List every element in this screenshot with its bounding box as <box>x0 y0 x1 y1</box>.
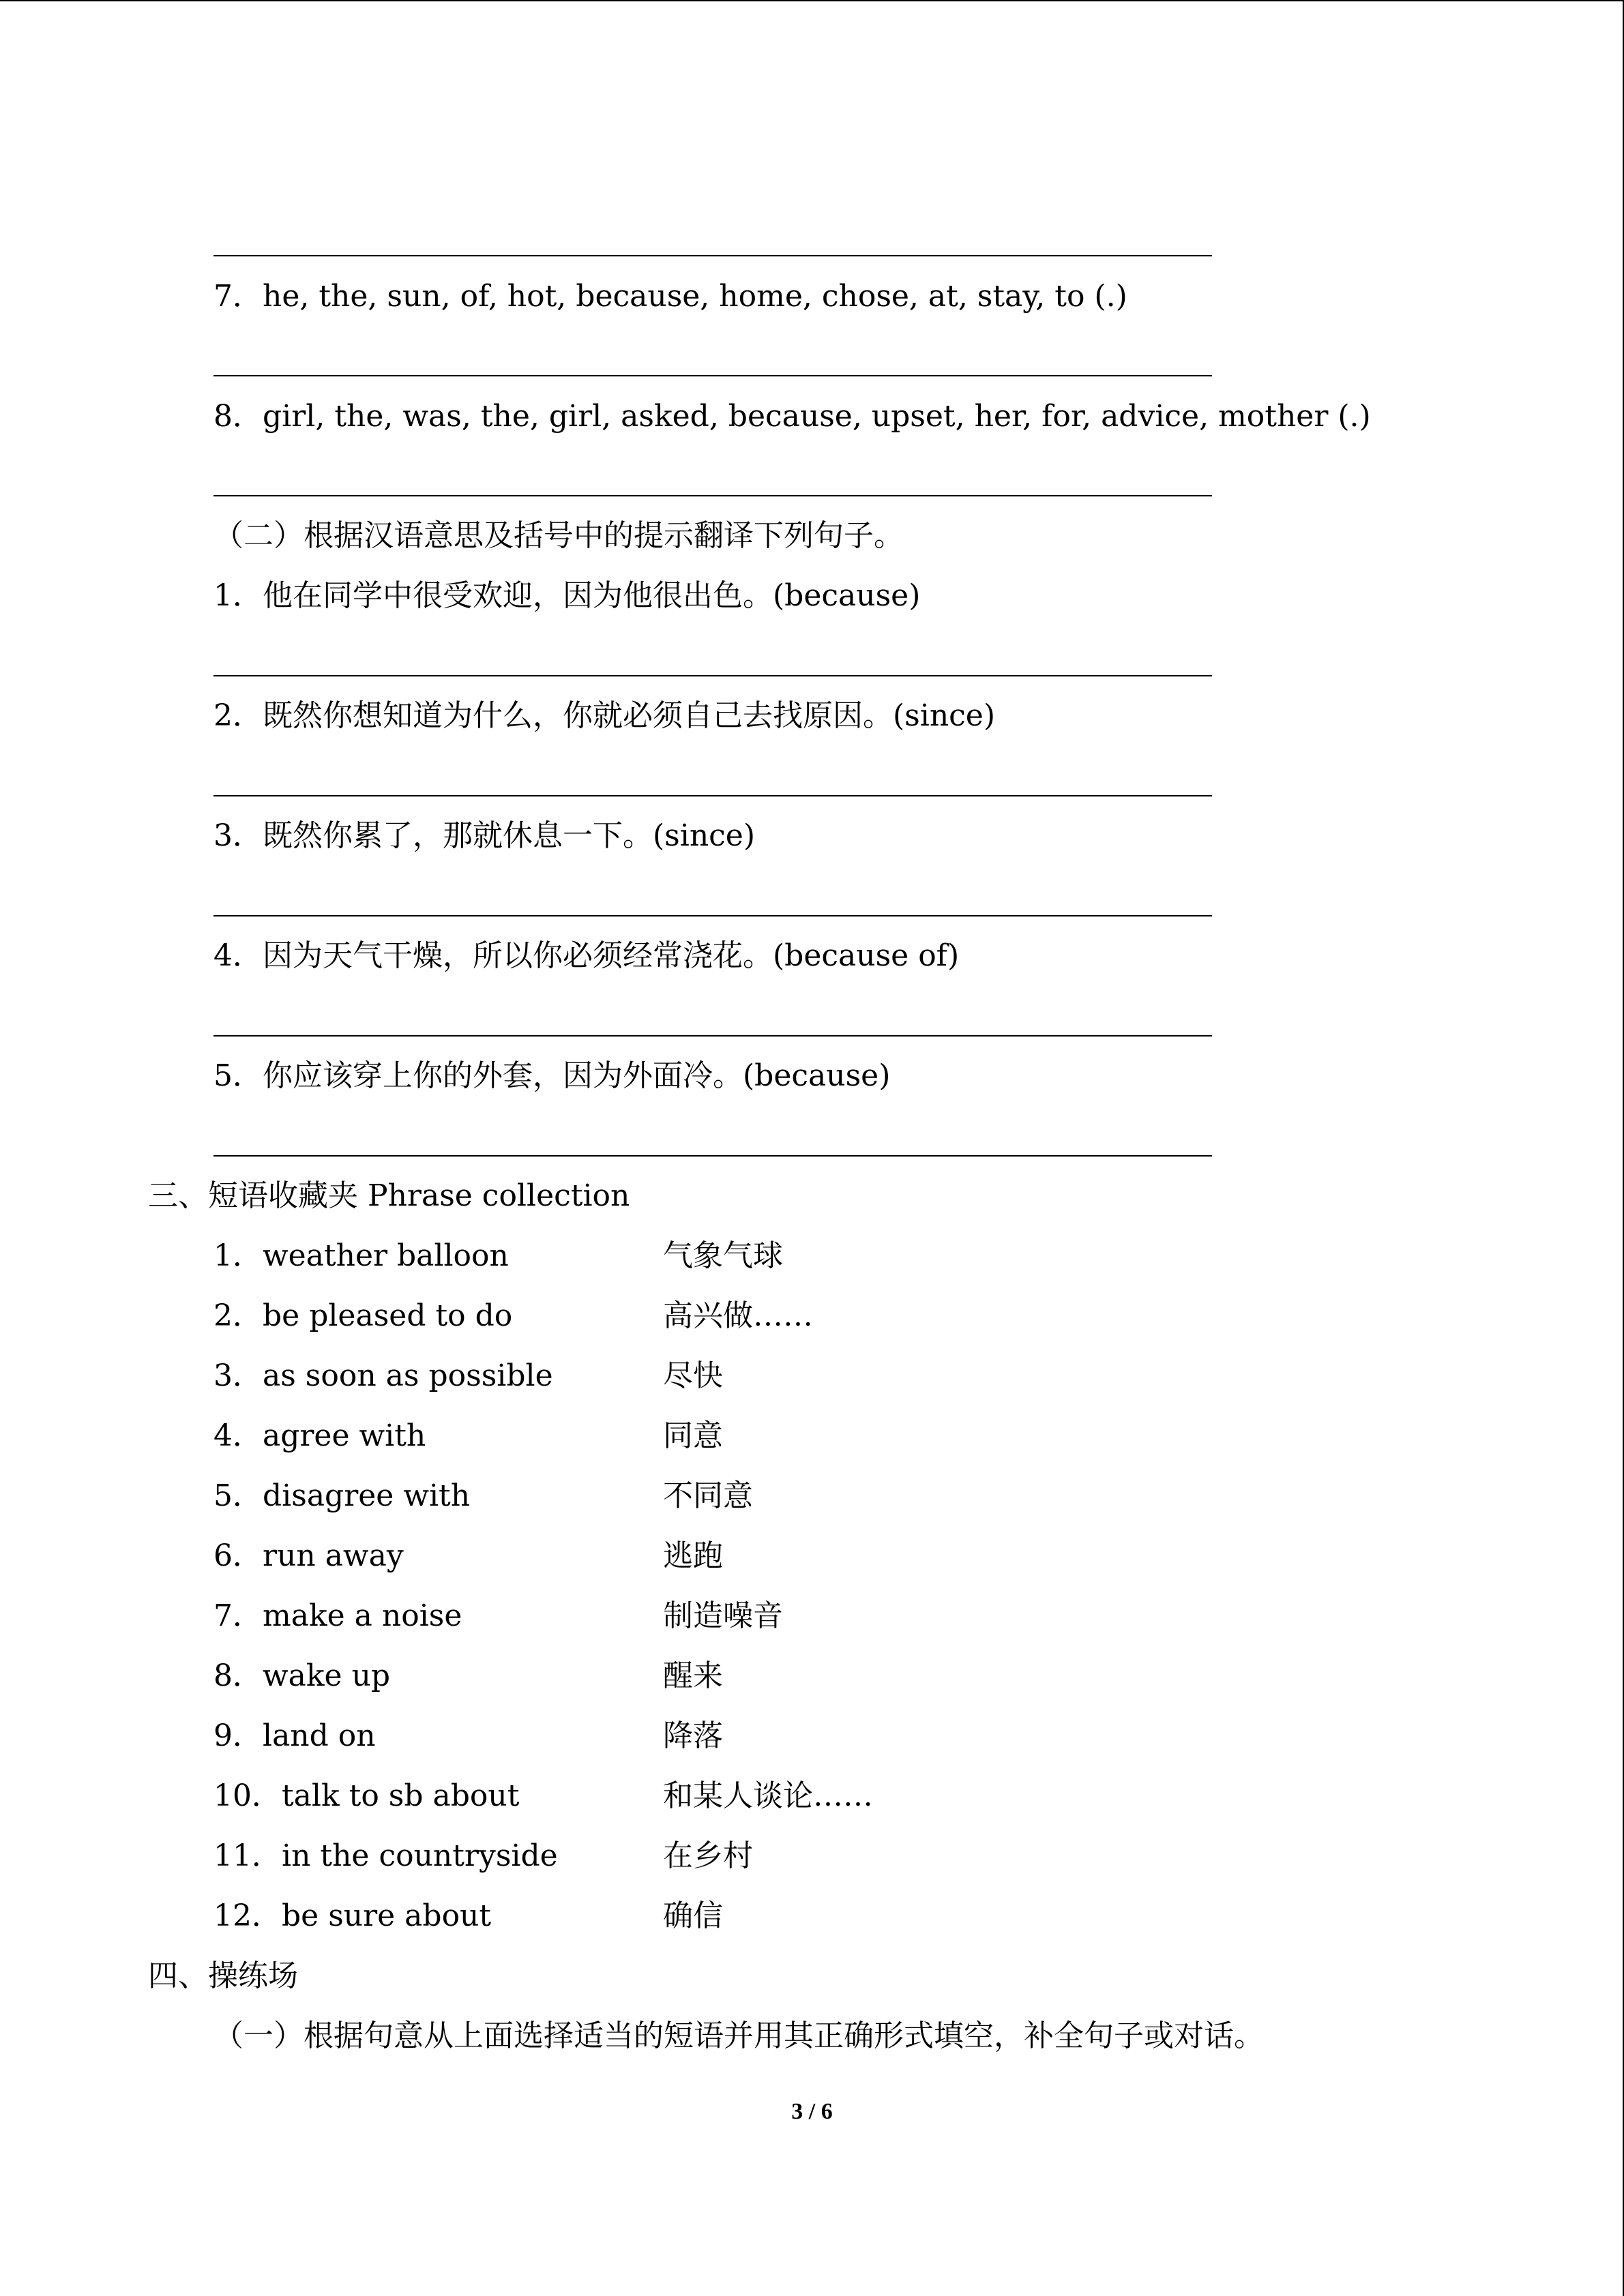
phrase-english: make a noise <box>263 1598 462 1633</box>
phrase-chinese: 确信 <box>663 1898 723 1933</box>
translate-item <box>213 816 755 856</box>
translate-item <box>213 576 920 616</box>
page-number: 3 / 6 <box>791 2099 833 2124</box>
phrase-item <box>213 1656 390 1697</box>
phrase-number: 6． <box>213 1538 263 1573</box>
phrase-chinese: 尽快 <box>663 1358 723 1393</box>
answer-line[interactable] <box>213 795 1212 796</box>
item-number: 1． <box>213 578 263 613</box>
phrase-english: weather balloon <box>263 1238 509 1273</box>
phrase-item <box>213 1776 519 1817</box>
item-text: he, the, sun, of, hot, because, home, chose, at, stay, to (.) <box>263 279 1127 314</box>
answer-line[interactable] <box>213 495 1212 496</box>
phrase-chinese: 气象气球 <box>663 1238 783 1273</box>
phrase-number: 2． <box>213 1298 263 1333</box>
answer-line[interactable] <box>213 675 1212 676</box>
answer-line[interactable] <box>213 375 1212 376</box>
translate-item <box>213 1056 890 1097</box>
phrase-number: 4． <box>213 1418 263 1453</box>
item-text: 因为天气干燥，所以你必须经常浇花。(because of) <box>263 938 960 973</box>
phrase-number: 11． <box>213 1838 282 1873</box>
section-heading-practice: 四、操练场 <box>148 1958 298 1993</box>
phrase-item <box>213 1836 558 1877</box>
phrase-english: be pleased to do <box>263 1298 513 1333</box>
phrase-english: in the countryside <box>282 1838 558 1873</box>
answer-line[interactable] <box>213 915 1212 916</box>
phrase-number: 1． <box>213 1238 263 1273</box>
item-number: 4． <box>213 938 263 973</box>
page-border-top <box>0 0 1624 1</box>
phrase-number: 8． <box>213 1658 263 1693</box>
phrase-english: talk to sb about <box>282 1778 520 1813</box>
translate-item <box>213 696 995 736</box>
answer-line[interactable] <box>213 255 1212 256</box>
phrase-item <box>213 1896 491 1937</box>
item-number: 2． <box>213 698 263 733</box>
phrase-english: as soon as possible <box>263 1358 553 1393</box>
phrase-english: be sure about <box>282 1898 492 1933</box>
phrase-english: agree with <box>263 1418 426 1453</box>
phrase-item <box>213 1476 470 1517</box>
phrase-number: 10． <box>213 1778 282 1813</box>
phrase-chinese: 高兴做…… <box>663 1298 813 1333</box>
translate-item <box>213 936 959 976</box>
phrase-chinese: 降落 <box>663 1718 723 1753</box>
phrase-item <box>213 1716 376 1757</box>
phrase-english: run away <box>263 1538 404 1573</box>
answer-line[interactable] <box>213 1035 1212 1037</box>
phrase-item <box>213 1416 426 1457</box>
reorder-item <box>213 396 1371 437</box>
phrase-item <box>213 1296 512 1337</box>
phrase-item <box>213 1596 462 1637</box>
section-heading-phrases: 三、短语收藏夹 Phrase collection <box>148 1178 630 1213</box>
answer-line[interactable] <box>213 1155 1212 1157</box>
phrase-chinese: 醒来 <box>663 1658 723 1693</box>
reorder-item <box>213 276 1127 317</box>
phrase-english: land on <box>263 1718 376 1753</box>
practice-subheading: （一）根据句意从上面选择适当的短语并用其正确形式填空，补全句子或对话。 <box>213 2018 1264 2053</box>
item-number: 3． <box>213 818 263 853</box>
phrase-item <box>213 1356 553 1397</box>
section-heading-translate: （二）根据汉语意思及括号中的提示翻译下列句子。 <box>213 518 904 553</box>
phrase-chinese: 同意 <box>663 1418 723 1453</box>
phrase-item <box>213 1236 509 1277</box>
phrase-number: 12． <box>213 1898 282 1933</box>
item-number: 7． <box>213 279 263 314</box>
phrase-chinese: 制造噪音 <box>663 1598 783 1633</box>
phrase-chinese: 逃跑 <box>663 1538 723 1573</box>
phrase-number: 7． <box>213 1598 263 1633</box>
phrase-number: 3． <box>213 1358 263 1393</box>
phrase-chinese: 在乡村 <box>663 1838 753 1873</box>
item-text: 既然你累了，那就休息一下。(since) <box>263 818 756 853</box>
item-text: 既然你想知道为什么，你就必须自己去找原因。(since) <box>263 698 996 733</box>
item-number: 8． <box>213 399 263 434</box>
phrase-number: 9． <box>213 1718 263 1753</box>
item-text: girl, the, was, the, girl, asked, because, upset, her, for, advice, mother (.) <box>263 399 1371 434</box>
phrase-english: wake up <box>263 1658 391 1693</box>
phrase-item <box>213 1536 404 1577</box>
phrase-chinese: 不同意 <box>663 1478 753 1513</box>
phrase-chinese: 和某人谈论…… <box>663 1778 873 1813</box>
item-text: 你应该穿上你的外套，因为外面冷。(because) <box>263 1058 891 1093</box>
item-number: 5． <box>213 1058 263 1093</box>
item-text: 他在同学中很受欢迎，因为他很出色。(because) <box>263 578 921 613</box>
phrase-number: 5． <box>213 1478 263 1513</box>
phrase-english: disagree with <box>263 1478 471 1513</box>
